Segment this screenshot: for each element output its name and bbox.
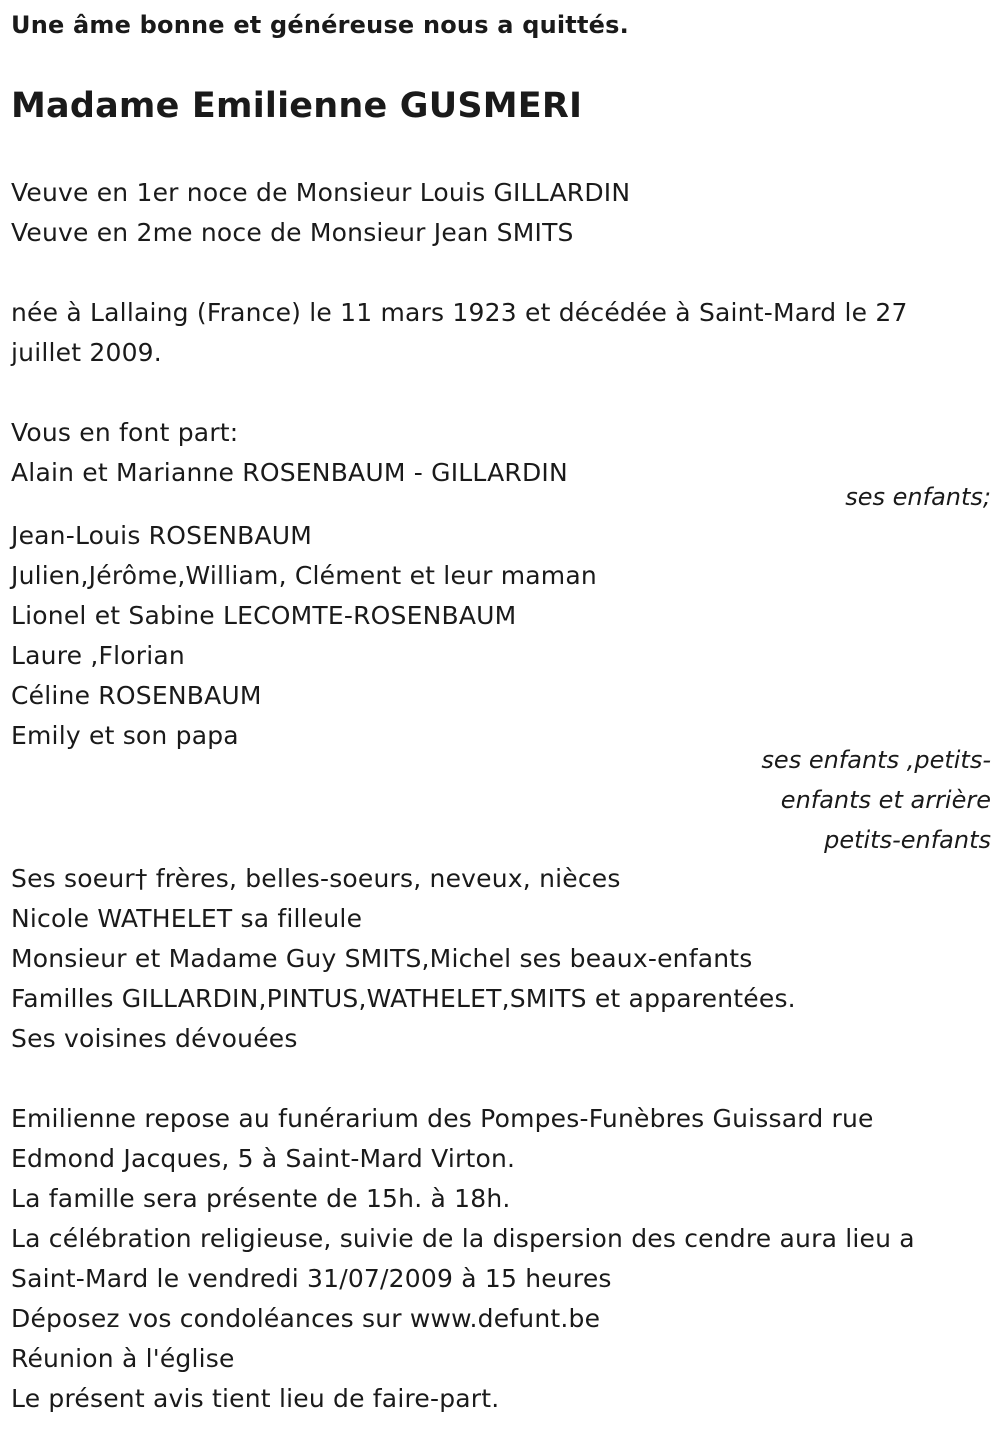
details-line: Saint-Mard le vendredi 31/07/2009 à 15 heures (11, 1264, 612, 1293)
grandchild-line: Céline ROSENBAUM (11, 681, 262, 710)
grandchildren-relation-line: ses enfants ,petits- (761, 746, 991, 774)
children-line: Alain et Marianne ROSENBAUM - GILLARDIN (11, 458, 568, 487)
widow-line-1: Veuve en 1er noce de Monsieur Louis GILLARDIN (11, 178, 631, 207)
children-relation: ses enfants; (845, 483, 991, 511)
details-line: La famille sera présente de 15h. à 18h. (11, 1184, 511, 1213)
widow-line-2: Veuve en 2me noce de Monsieur Jean SMITS (11, 218, 574, 247)
grandchild-line: Jean-Louis ROSENBAUM (11, 521, 313, 550)
intro-heading: Une âme bonne et généreuse nous a quittés. (11, 11, 629, 39)
deceased-name: Madame Emilienne GUSMERI (11, 86, 583, 126)
details-line: Réunion à l'église (11, 1344, 235, 1373)
details-line: La célébration religieuse, suivie de la dispersion des cendre aura lieu a (11, 1224, 915, 1253)
grandchildren-relation-line: petits-enfants (824, 826, 991, 854)
relatives-line: Ses voisines dévouées (11, 1024, 298, 1053)
grandchild-line: Emily et son papa (11, 721, 239, 750)
announce-label: Vous en font part: (11, 418, 239, 447)
details-line: Emilienne repose au funérarium des Pompes-Funèbres Guissard rue (11, 1104, 874, 1133)
grandchild-line: Laure ,Florian (11, 641, 185, 670)
details-line: Déposez vos condoléances sur www.defunt.be (11, 1304, 601, 1333)
grandchild-line: Lionel et Sabine LECOMTE-ROSENBAUM (11, 601, 517, 630)
relatives-line: Familles GILLARDIN,PINTUS,WATHELET,SMITS et apparentées. (11, 984, 796, 1013)
birth-death-line-2: juillet 2009. (11, 338, 162, 367)
grandchildren-relation-line: enfants et arrière (780, 786, 991, 814)
details-line: Edmond Jacques, 5 à Saint-Mard Virton. (11, 1144, 516, 1173)
birth-death-line-1: née à Lallaing (France) le 11 mars 1923 et décédée à Saint-Mard le 27 (11, 298, 908, 327)
details-line: Le présent avis tient lieu de faire-part. (11, 1384, 500, 1413)
relatives-line: Monsieur et Madame Guy SMITS,Michel ses beaux-enfants (11, 944, 753, 973)
relatives-line: Ses soeur† frères, belles-soeurs, neveux, nièces (11, 864, 621, 893)
relatives-line: Nicole WATHELET sa filleule (11, 904, 363, 933)
grandchild-line: Julien,Jérôme,William, Clément et leur maman (11, 561, 597, 590)
